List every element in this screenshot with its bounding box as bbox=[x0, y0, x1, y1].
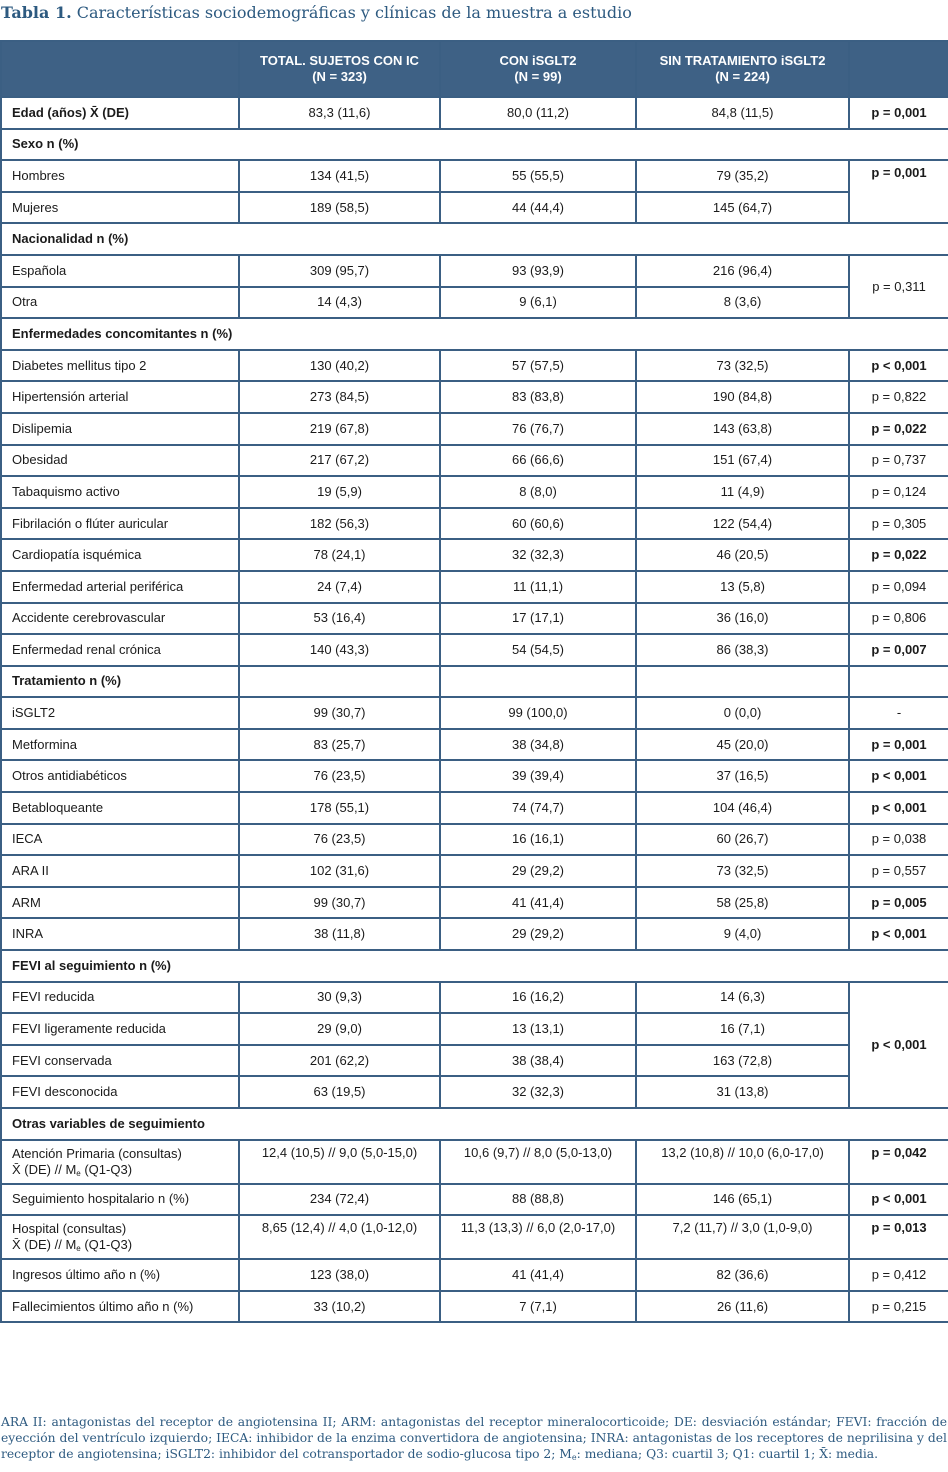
cell-sin: 31 (13,8) bbox=[636, 1076, 849, 1108]
cell-con: 38 (34,8) bbox=[440, 729, 636, 761]
row-label: Seguimiento hospitalario n (%) bbox=[1, 1184, 239, 1216]
cell-total: 14 (4,3) bbox=[239, 287, 440, 319]
cell-sin: 143 (63,8) bbox=[636, 413, 849, 445]
cell-con: 7 (7,1) bbox=[440, 1291, 636, 1323]
table-row bbox=[1, 729, 948, 761]
cell-sin: 60 (26,7) bbox=[636, 824, 849, 856]
cell-con: 88 (88,8) bbox=[440, 1184, 636, 1216]
cell-p-value: p = 0,094 bbox=[849, 571, 948, 603]
cell-p-value: p = 0,001 bbox=[849, 97, 948, 129]
cell-sin: 11 (4,9) bbox=[636, 476, 849, 508]
cell-sin: 86 (38,3) bbox=[636, 634, 849, 666]
cell-sin: 73 (32,5) bbox=[636, 855, 849, 887]
section-row bbox=[1, 223, 948, 255]
row-label: Betabloqueante bbox=[1, 792, 239, 824]
cell-sin: 122 (54,4) bbox=[636, 508, 849, 540]
table-header-row bbox=[1, 41, 948, 97]
section-row bbox=[1, 666, 948, 698]
cell-con: 99 (100,0) bbox=[440, 697, 636, 729]
cell-con: 76 (76,7) bbox=[440, 413, 636, 445]
cell-p-value: p < 0,001 bbox=[849, 760, 948, 792]
row-label: ARA II bbox=[1, 855, 239, 887]
cell-con: 29 (29,2) bbox=[440, 918, 636, 950]
cell-sin: 14 (6,3) bbox=[636, 982, 849, 1014]
cell-total: 99 (30,7) bbox=[239, 887, 440, 919]
cell-sin: 145 (64,7) bbox=[636, 192, 849, 224]
cell-con: 32 (32,3) bbox=[440, 539, 636, 571]
cell-con: 55 (55,5) bbox=[440, 160, 636, 192]
cell-con: 10,6 (9,7) // 8,0 (5,0-13,0) bbox=[440, 1140, 636, 1184]
cell-sin: 73 (32,5) bbox=[636, 350, 849, 382]
cell-sin: 190 (84,8) bbox=[636, 381, 849, 413]
cell-total: 38 (11,8) bbox=[239, 918, 440, 950]
row-label: Enfermedad renal crónica bbox=[1, 634, 239, 666]
row-label: ARM bbox=[1, 887, 239, 919]
section-label: Nacionalidad n (%) bbox=[1, 223, 948, 255]
table-row bbox=[1, 1076, 948, 1108]
table-row bbox=[1, 476, 948, 508]
row-label: IECA bbox=[1, 824, 239, 856]
cell-sin: 45 (20,0) bbox=[636, 729, 849, 761]
cell-con: 57 (57,5) bbox=[440, 350, 636, 382]
row-label: Otros antidiabéticos bbox=[1, 760, 239, 792]
row-label: Fallecimientos último año n (%) bbox=[1, 1291, 239, 1323]
cell-con: 16 (16,1) bbox=[440, 824, 636, 856]
cell-p-value: p = 0,001 bbox=[849, 160, 948, 223]
cell-con: 8 (8,0) bbox=[440, 476, 636, 508]
section-row bbox=[1, 318, 948, 350]
cell-sin: 9 (4,0) bbox=[636, 918, 849, 950]
cell-sin: 13,2 (10,8) // 10,0 (6,0-17,0) bbox=[636, 1140, 849, 1184]
cell-total: 78 (24,1) bbox=[239, 539, 440, 571]
header-sin-isglt2: SIN TRATAMIENTO iSGLT2 (N = 224) bbox=[636, 41, 849, 97]
row-label: Otra bbox=[1, 287, 239, 319]
table-row bbox=[1, 982, 948, 1014]
cell-p-value: p = 0,042 bbox=[849, 1140, 948, 1184]
table-title: Características sociodemográficas y clínicas de la muestra a estudio bbox=[76, 3, 632, 22]
table-row bbox=[1, 1140, 948, 1184]
cell-sin: 46 (20,5) bbox=[636, 539, 849, 571]
table-row bbox=[1, 571, 948, 603]
cell-p-value: p = 0,822 bbox=[849, 381, 948, 413]
table-row bbox=[1, 1291, 948, 1323]
section-row bbox=[1, 950, 948, 982]
table-row bbox=[1, 918, 948, 950]
empty-cell bbox=[239, 666, 440, 698]
header-con-isglt2: CON iSGLT2 (N = 99) bbox=[440, 41, 636, 97]
cell-p-value: p = 0,005 bbox=[849, 887, 948, 919]
cell-total: 140 (43,3) bbox=[239, 634, 440, 666]
row-label: FEVI ligeramente reducida bbox=[1, 1013, 239, 1045]
cell-con: 9 (6,1) bbox=[440, 287, 636, 319]
cell-total: 178 (55,1) bbox=[239, 792, 440, 824]
cell-total: 102 (31,6) bbox=[239, 855, 440, 887]
cell-p-value: p = 0,022 bbox=[849, 539, 948, 571]
table-row bbox=[1, 792, 948, 824]
cell-p-value: p < 0,001 bbox=[849, 918, 948, 950]
table-row bbox=[1, 1013, 948, 1045]
row-label: FEVI conservada bbox=[1, 1045, 239, 1077]
cell-p-value: p < 0,001 bbox=[849, 350, 948, 382]
section-label: Tratamiento n (%) bbox=[1, 666, 239, 698]
cell-con: 74 (74,7) bbox=[440, 792, 636, 824]
cell-con: 17 (17,1) bbox=[440, 603, 636, 635]
cell-con: 83 (83,8) bbox=[440, 381, 636, 413]
cell-p-value: p < 0,001 bbox=[849, 982, 948, 1108]
header-empty-right bbox=[849, 41, 948, 97]
row-label: FEVI reducida bbox=[1, 982, 239, 1014]
table-row bbox=[1, 192, 948, 224]
cell-total: 189 (58,5) bbox=[239, 192, 440, 224]
row-label: Edad (años) X̄ (DE) bbox=[1, 97, 239, 129]
cell-total: 99 (30,7) bbox=[239, 697, 440, 729]
row-label: INRA bbox=[1, 918, 239, 950]
characteristics-table bbox=[0, 40, 948, 1323]
cell-con: 13 (13,1) bbox=[440, 1013, 636, 1045]
cell-con: 93 (93,9) bbox=[440, 255, 636, 287]
cell-total: 12,4 (10,5) // 9,0 (5,0-15,0) bbox=[239, 1140, 440, 1184]
empty-cell bbox=[636, 666, 849, 698]
row-label: Atención Primaria (consultas) X̄ $(DE) // M_e$ (Q1-Q3) bbox=[1, 1140, 239, 1184]
table-row bbox=[1, 697, 948, 729]
cell-con: 16 (16,2) bbox=[440, 982, 636, 1014]
cell-con: 80,0 (11,2) bbox=[440, 97, 636, 129]
table-row bbox=[1, 1184, 948, 1216]
cell-total: 76 (23,5) bbox=[239, 824, 440, 856]
row-label: Hipertensión arterial bbox=[1, 381, 239, 413]
cell-con: 44 (44,4) bbox=[440, 192, 636, 224]
row-label: Accidente cerebrovascular bbox=[1, 603, 239, 635]
cell-sin: 104 (46,4) bbox=[636, 792, 849, 824]
table-caption bbox=[1, 3, 632, 22]
cell-sin: 36 (16,0) bbox=[636, 603, 849, 635]
cell-sin: 146 (65,1) bbox=[636, 1184, 849, 1216]
table-row bbox=[1, 824, 948, 856]
cell-total: 24 (7,4) bbox=[239, 571, 440, 603]
table-row bbox=[1, 350, 948, 382]
cell-con: 39 (39,4) bbox=[440, 760, 636, 792]
row-label: Hombres bbox=[1, 160, 239, 192]
table-row bbox=[1, 634, 948, 666]
cell-con: 32 (32,3) bbox=[440, 1076, 636, 1108]
cell-total: 63 (19,5) bbox=[239, 1076, 440, 1108]
cell-sin: 151 (67,4) bbox=[636, 445, 849, 477]
cell-con: 11,3 (13,3) // 6,0 (2,0-17,0) bbox=[440, 1215, 636, 1259]
row-label: Fibrilación o flúter auricular bbox=[1, 508, 239, 540]
cell-p-value: p = 0,557 bbox=[849, 855, 948, 887]
table-row bbox=[1, 508, 948, 540]
cell-con: 11 (11,1) bbox=[440, 571, 636, 603]
cell-p-value: p = 0,038 bbox=[849, 824, 948, 856]
cell-p-value: p = 0,215 bbox=[849, 1291, 948, 1323]
cell-p-value: p = 0,022 bbox=[849, 413, 948, 445]
cell-sin: 26 (11,6) bbox=[636, 1291, 849, 1323]
table-row bbox=[1, 887, 948, 919]
cell-sin: 13 (5,8) bbox=[636, 571, 849, 603]
cell-con: 54 (54,5) bbox=[440, 634, 636, 666]
cell-p-value: p = 0,007 bbox=[849, 634, 948, 666]
cell-p-value: p = 0,412 bbox=[849, 1259, 948, 1291]
row-label: Enfermedad arterial periférica bbox=[1, 571, 239, 603]
cell-sin: 216 (96,4) bbox=[636, 255, 849, 287]
cell-con: 60 (60,6) bbox=[440, 508, 636, 540]
cell-sin: 16 (7,1) bbox=[636, 1013, 849, 1045]
cell-sin: 7,2 (11,7) // 3,0 (1,0-9,0) bbox=[636, 1215, 849, 1259]
cell-sin: 0 (0,0) bbox=[636, 697, 849, 729]
cell-p-value: p = 0,806 bbox=[849, 603, 948, 635]
cell-sin: 163 (72,8) bbox=[636, 1045, 849, 1077]
row-label: iSGLT2 bbox=[1, 697, 239, 729]
row-label: Metformina bbox=[1, 729, 239, 761]
row-label: Tabaquismo activo bbox=[1, 476, 239, 508]
cell-sin: 58 (25,8) bbox=[636, 887, 849, 919]
row-label: Obesidad bbox=[1, 445, 239, 477]
row-label: FEVI desconocida bbox=[1, 1076, 239, 1108]
table-row bbox=[1, 413, 948, 445]
table-row bbox=[1, 1215, 948, 1259]
cell-con: 41 (41,4) bbox=[440, 1259, 636, 1291]
cell-total: 8,65 (12,4) // 4,0 (1,0-12,0) bbox=[239, 1215, 440, 1259]
header-empty-left bbox=[1, 41, 239, 97]
header-total: TOTAL. SUJETOS CON IC (N = 323) bbox=[239, 41, 440, 97]
row-label: Mujeres bbox=[1, 192, 239, 224]
cell-sin: 8 (3,6) bbox=[636, 287, 849, 319]
cell-p-value: - bbox=[849, 697, 948, 729]
row-label: Diabetes mellitus tipo 2 bbox=[1, 350, 239, 382]
cell-p-value: p = 0,001 bbox=[849, 729, 948, 761]
empty-cell bbox=[440, 666, 636, 698]
cell-sin: 82 (36,6) bbox=[636, 1259, 849, 1291]
section-row bbox=[1, 129, 948, 161]
cell-con: 29 (29,2) bbox=[440, 855, 636, 887]
section-row bbox=[1, 1108, 948, 1140]
cell-total: 309 (95,7) bbox=[239, 255, 440, 287]
table-row bbox=[1, 160, 948, 192]
cell-total: 29 (9,0) bbox=[239, 1013, 440, 1045]
cell-total: 182 (56,3) bbox=[239, 508, 440, 540]
table-row bbox=[1, 445, 948, 477]
section-label: Sexo n (%) bbox=[1, 129, 948, 161]
row-label: Ingresos último año n (%) bbox=[1, 1259, 239, 1291]
section-label: FEVI al seguimiento n (%) bbox=[1, 950, 948, 982]
cell-total: 273 (84,5) bbox=[239, 381, 440, 413]
table-row bbox=[1, 97, 948, 129]
cell-p-value: p = 0,737 bbox=[849, 445, 948, 477]
cell-sin: 84,8 (11,5) bbox=[636, 97, 849, 129]
cell-total: 83 (25,7) bbox=[239, 729, 440, 761]
section-label: Enfermedades concomitantes n (%) bbox=[1, 318, 948, 350]
section-label: Otras variables de seguimiento bbox=[1, 1108, 948, 1140]
cell-total: 76 (23,5) bbox=[239, 760, 440, 792]
table-row bbox=[1, 381, 948, 413]
cell-total: 219 (67,8) bbox=[239, 413, 440, 445]
cell-p-value: p < 0,001 bbox=[849, 792, 948, 824]
table-row bbox=[1, 1045, 948, 1077]
cell-p-value: p = 0,124 bbox=[849, 476, 948, 508]
cell-total: 30 (9,3) bbox=[239, 982, 440, 1014]
cell-p-value: p = 0,311 bbox=[849, 255, 948, 318]
cell-total: 217 (67,2) bbox=[239, 445, 440, 477]
cell-total: 123 (38,0) bbox=[239, 1259, 440, 1291]
table-row bbox=[1, 1259, 948, 1291]
table-row bbox=[1, 855, 948, 887]
table-row bbox=[1, 603, 948, 635]
cell-total: 83,3 (11,6) bbox=[239, 97, 440, 129]
row-label: Cardiopatía isquémica bbox=[1, 539, 239, 571]
cell-total: 201 (62,2) bbox=[239, 1045, 440, 1077]
cell-p-value: p = 0,013 bbox=[849, 1215, 948, 1259]
row-label: Dislipemia bbox=[1, 413, 239, 445]
row-label: Española bbox=[1, 255, 239, 287]
table-row bbox=[1, 255, 948, 287]
cell-total: 130 (40,2) bbox=[239, 350, 440, 382]
table-number: Tabla 1. bbox=[1, 3, 72, 22]
table-row bbox=[1, 539, 948, 571]
table-row bbox=[1, 287, 948, 319]
cell-total: 234 (72,4) bbox=[239, 1184, 440, 1216]
cell-con: 66 (66,6) bbox=[440, 445, 636, 477]
cell-p-value: p < 0,001 bbox=[849, 1184, 948, 1216]
table-row bbox=[1, 760, 948, 792]
row-label: Hospital (consultas) X̄ $(DE) // M_e$ (Q1-Q3) bbox=[1, 1215, 239, 1259]
cell-total: 134 (41,5) bbox=[239, 160, 440, 192]
cell-total: 19 (5,9) bbox=[239, 476, 440, 508]
cell-con: 38 (38,4) bbox=[440, 1045, 636, 1077]
cell-total: 53 (16,4) bbox=[239, 603, 440, 635]
table-footnote: ARA II: antagonistas del receptor de angiotensina II; ARM: antagonistas del receptor mineralocorticoide; DE: desviación estándar; FEVI: fracción de eyección del ventrículo izquierdo; IECA: inhibidor de la enzima convertidora de angiotensina; INRA: antagonistas de los receptores de neprilisina y del receptor de angiotensina; iSGLT2: inhibidor del cotransportador de sodio-glucosa tipo 2; $M_e$: mediana; Q3: cuartil 3; Q1: cuartil 1; X̄: media. bbox=[1, 1415, 947, 1462]
cell-sin: 37 (16,5) bbox=[636, 760, 849, 792]
empty-cell bbox=[849, 666, 948, 698]
cell-p-value: p = 0,305 bbox=[849, 508, 948, 540]
cell-con: 41 (41,4) bbox=[440, 887, 636, 919]
cell-total: 33 (10,2) bbox=[239, 1291, 440, 1323]
cell-sin: 79 (35,2) bbox=[636, 160, 849, 192]
